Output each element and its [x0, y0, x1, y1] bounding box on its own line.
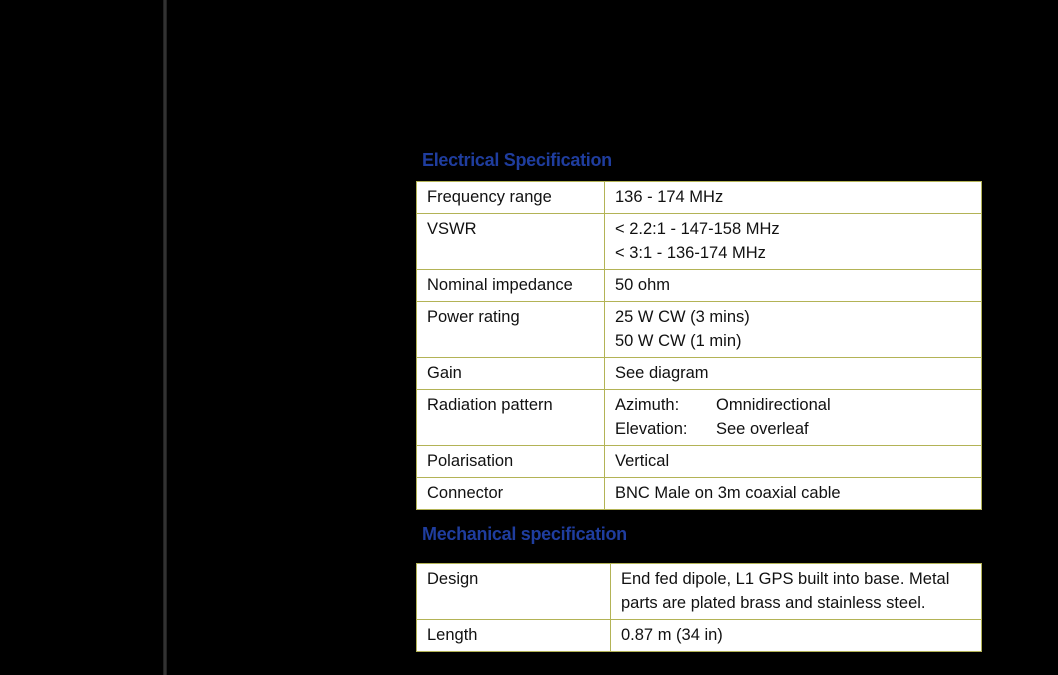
table-row: [417, 182, 982, 214]
spec-value: [605, 390, 982, 446]
table-row: [417, 478, 982, 510]
table-row: [417, 302, 982, 358]
table-row: [417, 214, 982, 270]
electrical-spec-heading: Electrical Specification: [422, 150, 612, 170]
spec-pair: Elevation: See overleaf: [615, 420, 809, 438]
spec-value: < 2.2:1 - 147-158 MHz < 3:1 - 136-174 MHz: [605, 214, 982, 270]
mechanical-spec-heading: Mechanical specification: [422, 524, 627, 544]
spec-label: Frequency range: [417, 182, 605, 214]
spec-value: 50 ohm: [605, 270, 982, 302]
table-row: [417, 270, 982, 302]
spec-value: See diagram: [605, 358, 982, 390]
spec-label: Polarisation: [417, 446, 605, 478]
spec-label: Radiation pattern: [417, 390, 605, 446]
spec-value: 136 - 174 MHz: [605, 182, 982, 214]
spec-value: 25 W CW (3 mins) 50 W CW (1 min): [605, 302, 982, 358]
spec-value: 0.87 m (34 in): [611, 620, 982, 652]
spec-label: Connector: [417, 478, 605, 510]
table-row: [417, 446, 982, 478]
spec-label: Gain: [417, 358, 605, 390]
table-row: [417, 358, 982, 390]
spec-label: VSWR: [417, 214, 605, 270]
electrical-spec-table: [416, 181, 982, 510]
table-row: [417, 564, 982, 620]
spec-value: Vertical: [605, 446, 982, 478]
spec-label: Length: [417, 620, 611, 652]
spec-label: Power rating: [417, 302, 605, 358]
spec-value: End fed dipole, L1 GPS built into base. Metal parts are plated brass and stainless steel.: [611, 564, 982, 620]
spec-value: BNC Male on 3m coaxial cable: [605, 478, 982, 510]
spec-pair: Azimuth: Omnidirectional: [615, 396, 831, 414]
spec-label: Design: [417, 564, 611, 620]
mechanical-spec-table: [416, 563, 982, 652]
table-row: [417, 390, 982, 446]
spec-label: Nominal impedance: [417, 270, 605, 302]
table-row: [417, 620, 982, 652]
antenna-rod-illustration: [163, 0, 167, 675]
